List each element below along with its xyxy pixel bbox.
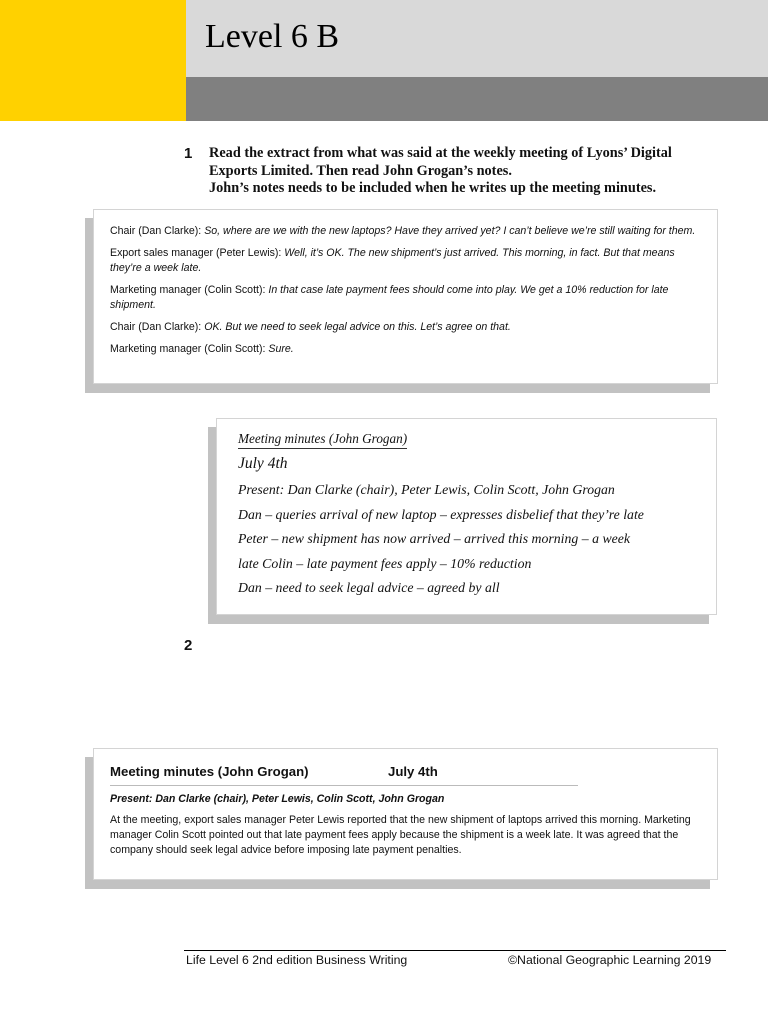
notes-line: late Colin – late payment fees apply – 10% reduction [238, 555, 532, 571]
minutes-date: July 4th [388, 764, 438, 779]
dialogue-turn [110, 283, 701, 313]
instruction-line: John’s notes needs to be included when he writes up the meeting minutes. [209, 180, 657, 196]
speaker-label: Marketing manager (Colin Scott): [110, 284, 269, 296]
speaker-label: Marketing manager (Colin Scott): [110, 343, 269, 355]
speaker-label: Export sales manager (Peter Lewis): [110, 247, 285, 259]
dialogue-turn [110, 342, 701, 357]
dialogue-turn [110, 320, 701, 335]
speaker-line: Well, it’s OK. The new shipment’s just arrived. This morning, in fact. But that means they’re a week late. [110, 247, 675, 274]
notes-line: Dan – queries arrival of new laptop – expresses disbelief that they’re late [238, 506, 644, 522]
exercise-2-number: 2 [184, 637, 193, 654]
speaker-line: In that case late payment fees should come into play. We get a 10% reduction for late shipment. [110, 284, 669, 311]
minutes-header [110, 764, 701, 784]
exercise-1-instructions [209, 145, 709, 198]
header-dark-band [186, 77, 768, 121]
footer-rule [184, 950, 726, 951]
instruction-line: Exports Limited. Then read John Grogan’s notes. [209, 162, 512, 179]
footer-course: Life Level 6 2nd edition Business Writing [186, 953, 408, 967]
exercise-1-number: 1 [184, 145, 193, 162]
minutes-divider [110, 785, 578, 786]
page-title: Level 6 B [205, 18, 340, 55]
speaker-label: Chair (Dan Clarke): [110, 321, 205, 333]
dialogue-box [93, 209, 718, 384]
minutes-body: At the meeting, export sales manager Peter Lewis reported that the new shipment of laptops arrived this morning. Marketing manager Colin Scott pointed out that late payment fees apply because the shipment is a week late. It was agreed that the company should seek legal advice before imposing late payment penalties. [110, 814, 691, 856]
dialogue-turn [110, 224, 701, 239]
notes-line: Peter – new shipment has now arrived – arrived this morning – a week [238, 531, 631, 547]
notes-date: July 4th [238, 455, 288, 472]
speaker-label: Chair (Dan Clarke): [110, 225, 205, 237]
speaker-line: Sure. [268, 343, 294, 355]
notes-line: Dan – need to seek legal advice – agreed by all [238, 580, 500, 596]
minutes-title: Meeting minutes (John Grogan) [110, 764, 309, 779]
minutes-box [93, 748, 718, 880]
header-yellow-block [0, 0, 186, 121]
notes-title: Meeting minutes (John Grogan) [238, 431, 407, 449]
instruction-line: Read the extract from what was said at the weekly meeting of Lyons’ Digital [209, 145, 672, 161]
speaker-line: So, where are we with the new laptops? Have they arrived yet? I can’t believe we’re still waiting for them. [204, 225, 696, 237]
speaker-line: OK. But we need to seek legal advice on this. Let’s agree on that. [204, 321, 511, 333]
minutes-present: Present: Dan Clarke (chair), Peter Lewis, Colin Scott, John Grogan [110, 793, 445, 805]
notes-line: Present: Dan Clarke (chair), Peter Lewis, Colin Scott, John Grogan [238, 482, 615, 497]
notes-box [216, 418, 717, 615]
dialogue-turn [110, 246, 701, 276]
footer-copyright: ©National Geographic Learning 2019 [508, 953, 712, 967]
